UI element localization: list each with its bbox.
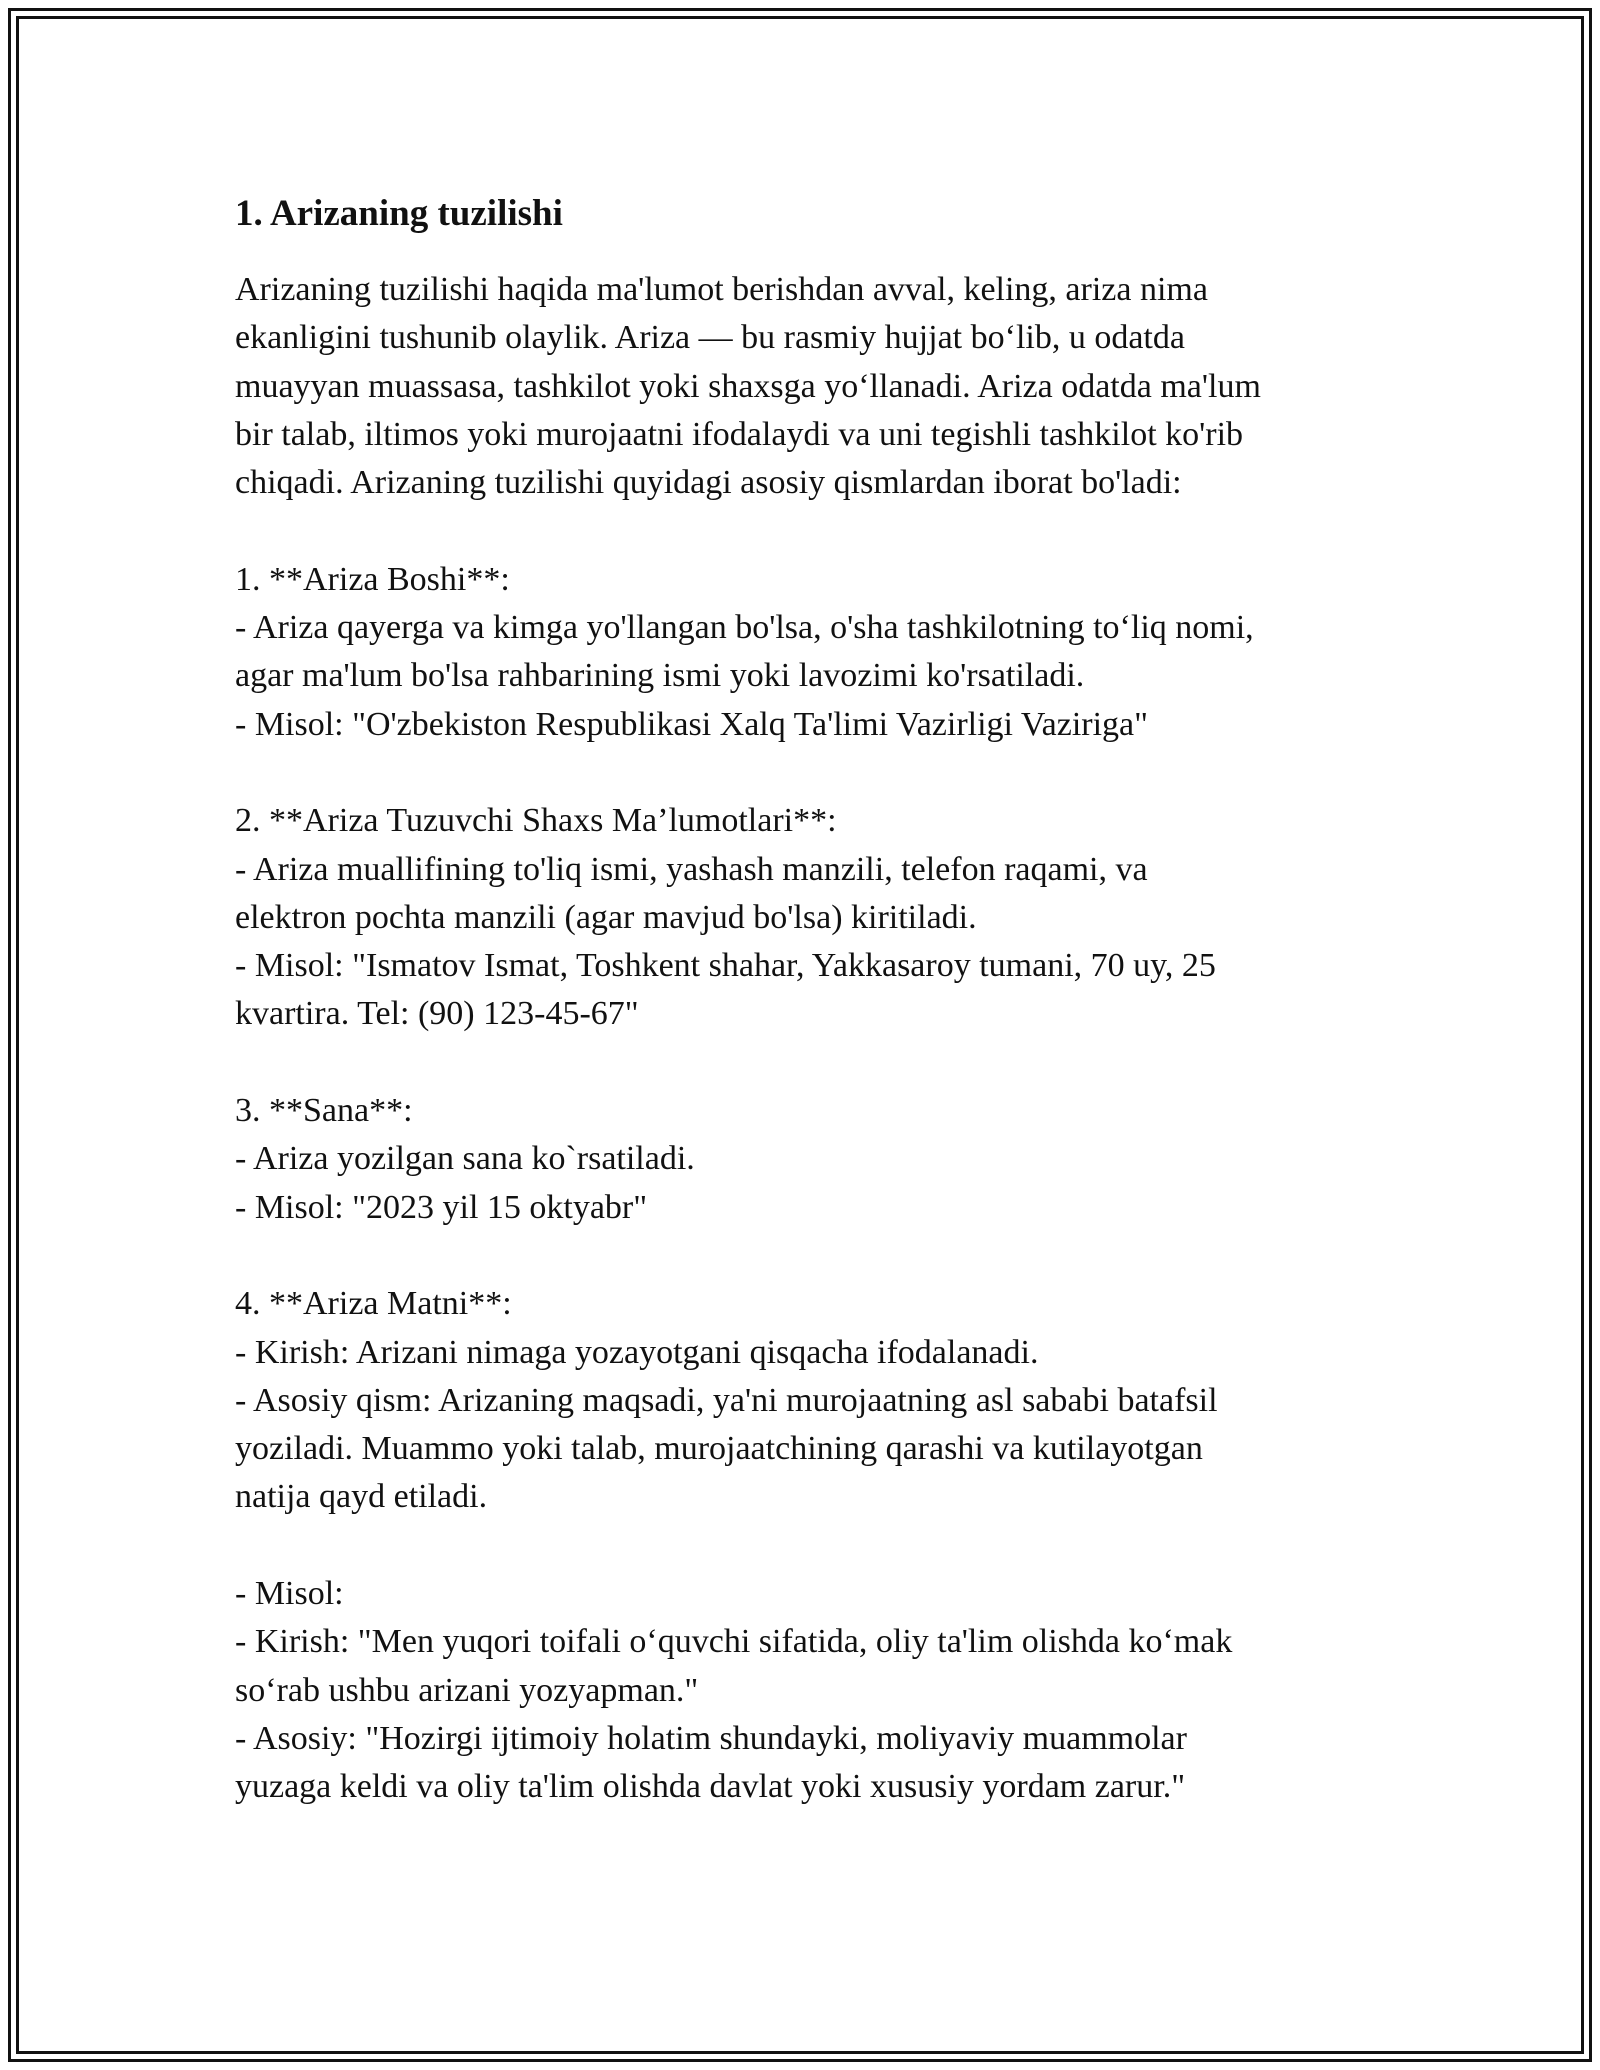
spacer <box>235 1232 1385 1280</box>
section-tuzuvchi-malumotlari: 2. **Ariza Tuzuvchi Shaxs Ma’lumotlari**: - Ariza muallifining to'liq ismi, yashash manzili, telefon raqami, va elektron pochta manzili (agar mavjud bo'lsa) kiritiladi. - Misol: "Ismatov Ismat, Toshkent shahar, Yakkasaroy tumani, 70 uy, 25 kvartira. Tel: (90) 123-45-67" <box>235 802 1216 1033</box>
section-sana: 3. **Sana**: - Ariza yozilgan sana ko`rsatiladi. - Misol: "2023 yil 15 oktyabr" <box>235 1092 695 1226</box>
section-ariza-matni: 4. **Ariza Matni**: - Kirish: Arizani nimaga yozayotgani qisqacha ifodalanadi. - Asosiy qism: Arizaning maqsadi, ya'ni murojaatning asl sababi batafsil yoziladi. Muammo yoki talab, murojaatchining qarashi va kutilayotgan natija qayd etiladi. <box>235 1285 1218 1516</box>
spacer <box>235 1039 1385 1087</box>
intro-paragraph: Arizaning tuzilishi haqida ma'lumot berishdan avval, keling, ariza nima ekanligini tushunib olaylik. Ariza — bu rasmiy hujjat bo‘lib, u odatda muayyan muassasa, tashkilot yoki shaxsga yo‘llanadi. Ariza odatda ma'lum bir talab, iltimos yoki murojaatni ifodalaydi va uni tegishli tashkilot ko'rib chiqadi. Arizaning tuzilishi quyidagi asosiy qismlardan iborat bo'ladi: <box>235 271 1261 502</box>
page-title: 1. Arizaning tuzilishi <box>235 193 563 234</box>
spacer <box>235 749 1385 797</box>
example-block: - Misol: - Kirish: "Men yuqori toifali o‘quvchi sifatida, oliy ta'lim olishda ko‘mak so‘rab ushbu arizani yozyapman." - Asosiy: "Hozirgi ijtimoiy holatim shundayki, moliyaviy muammolar yuzaga keldi va oliy ta'lim olishda davlat yoki xususiy yordam zarur." <box>235 1575 1233 1806</box>
document-body <box>235 188 1385 1812</box>
spacer <box>235 507 1385 555</box>
section-ariza-boshi: 1. **Ariza Boshi**: - Ariza qayerga va kimga yo'llangan bo'lsa, o'sha tashkilotning to‘liq nomi, agar ma'lum bo'lsa rahbarining ismi yoki lavozimi ko'rsatiladi. - Misol: "O'zbekiston Respublikasi Xalq Ta'limi Vazirligi Vaziriga" <box>235 560 1254 743</box>
spacer <box>235 1522 1385 1570</box>
